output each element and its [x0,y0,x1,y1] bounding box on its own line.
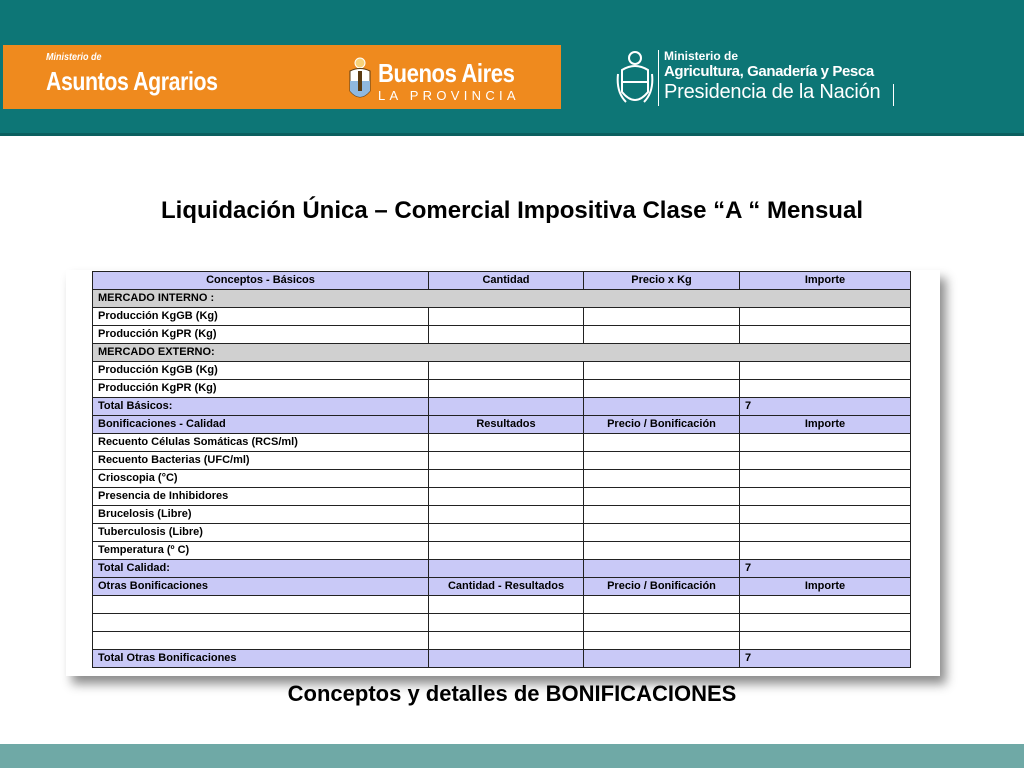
value-cell: 7 [740,398,911,416]
table-body [93,290,911,668]
table-row [93,542,911,560]
table-header-row [93,272,911,290]
table-row [93,326,911,344]
value-cell [429,560,584,578]
value-cell: Precio / Bonificación [584,416,740,434]
column-header-precio: Precio x Kg [584,272,740,290]
value-cell [429,614,584,632]
value-cell [584,632,740,650]
value-cell [740,452,911,470]
concept-cell: Presencia de Inhibidores [93,488,429,506]
ministry-logo-line3: Presidencia de la Nación [664,81,881,103]
value-cell [584,470,740,488]
value-cell [429,434,584,452]
value-cell [584,560,740,578]
value-cell [429,542,584,560]
table-row [93,614,911,632]
value-cell [584,506,740,524]
table-row [93,488,911,506]
value-cell [429,596,584,614]
value-cell [740,524,911,542]
concept-cell: Producción KgPR (Kg) [93,380,429,398]
value-cell [429,308,584,326]
value-cell [740,614,911,632]
value-cell [429,524,584,542]
slide-title: Liquidación Única – Comercial Impositiva Clase “A “ Mensual [161,197,863,224]
concept-cell: Crioscopia (°C) [93,470,429,488]
value-cell [584,650,740,668]
value-cell [740,632,911,650]
province-shield-icon [347,57,373,105]
value-cell [584,326,740,344]
concept-cell [93,632,429,650]
section-label: MERCADO EXTERNO: [93,344,911,362]
value-cell [584,380,740,398]
value-cell [584,434,740,452]
section-row [93,344,911,362]
slide-subtitle: Conceptos y detalles de BONIFICACIONES [287,681,737,706]
value-cell [584,398,740,416]
concept-cell: Producción KgGB (Kg) [93,362,429,380]
value-cell [429,326,584,344]
table-row [93,380,911,398]
value-cell [740,362,911,380]
total-row [93,650,911,668]
concept-cell: Temperatura (º C) [93,542,429,560]
total-row [93,560,911,578]
table-row [93,452,911,470]
ministry-logo-separator [658,50,659,106]
value-cell [584,308,740,326]
value-cell: Importe [740,578,911,596]
value-cell: Resultados [429,416,584,434]
value-cell [429,506,584,524]
value-cell: Importe [740,416,911,434]
value-cell [740,434,911,452]
value-cell [429,452,584,470]
value-cell: Precio / Bonificación [584,578,740,596]
value-cell [584,452,740,470]
concept-cell [93,614,429,632]
value-cell [740,542,911,560]
value-cell: 7 [740,650,911,668]
value-cell [740,308,911,326]
section-label: MERCADO INTERNO : [93,290,911,308]
value-cell [429,362,584,380]
value-cell [429,650,584,668]
value-cell [740,380,911,398]
value-cell [584,596,740,614]
table-row [93,632,911,650]
table-row [93,596,911,614]
value-cell [429,380,584,398]
buenos-aires-logo-text: Buenos Aires [378,58,515,88]
concept-cell [93,596,429,614]
table-row [93,470,911,488]
value-cell [429,470,584,488]
table-row [93,524,911,542]
column-header-importe: Importe [740,272,911,290]
concept-cell: Otras Bonificaciones [93,578,429,596]
concept-cell: Producción KgGB (Kg) [93,308,429,326]
subheader-row [93,578,911,596]
value-cell [429,398,584,416]
concept-cell: Producción KgPR (Kg) [93,326,429,344]
ministry-logo-line1: Ministerio de [664,49,739,63]
liquidation-table [92,271,911,668]
concept-cell: Total Básicos: [93,398,429,416]
value-cell [740,470,911,488]
concept-cell: Recuento Bacterias (UFC/ml) [93,452,429,470]
value-cell [584,488,740,506]
value-cell [584,542,740,560]
header-divider [0,133,1024,136]
value-cell [584,524,740,542]
value-cell: 7 [740,560,911,578]
value-cell [429,632,584,650]
ministry-logo-end-bar [893,84,894,106]
asuntos-agrarios-logo-small: Ministerio de [46,52,102,63]
total-row [93,398,911,416]
table-row [93,308,911,326]
value-cell [740,326,911,344]
concept-cell: Total Otras Bonificaciones [93,650,429,668]
column-header-cantidad: Cantidad [429,272,584,290]
concept-cell: Brucelosis (Libre) [93,506,429,524]
national-crest-icon [616,48,654,110]
subheader-row [93,416,911,434]
concept-cell: Tuberculosis (Libre) [93,524,429,542]
buenos-aires-logo-subtext: LA PROVINCIA [378,88,520,103]
table-row [93,434,911,452]
concept-cell: Bonificaciones - Calidad [93,416,429,434]
asuntos-agrarios-logo-text: Asuntos Agrarios [46,66,218,96]
concept-cell: Total Calidad: [93,560,429,578]
ministry-logo-line2: Agricultura, Ganadería y Pesca [664,63,874,80]
section-row [93,290,911,308]
value-cell [584,614,740,632]
value-cell [740,596,911,614]
concept-cell: Recuento Células Somáticas (RCS/ml) [93,434,429,452]
value-cell: Cantidad - Resultados [429,578,584,596]
column-header-conceptos: Conceptos - Básicos [93,272,429,290]
value-cell [740,506,911,524]
table-row [93,506,911,524]
table-row [93,362,911,380]
value-cell [584,362,740,380]
footer-band [0,744,1024,768]
value-cell [429,488,584,506]
value-cell [740,488,911,506]
